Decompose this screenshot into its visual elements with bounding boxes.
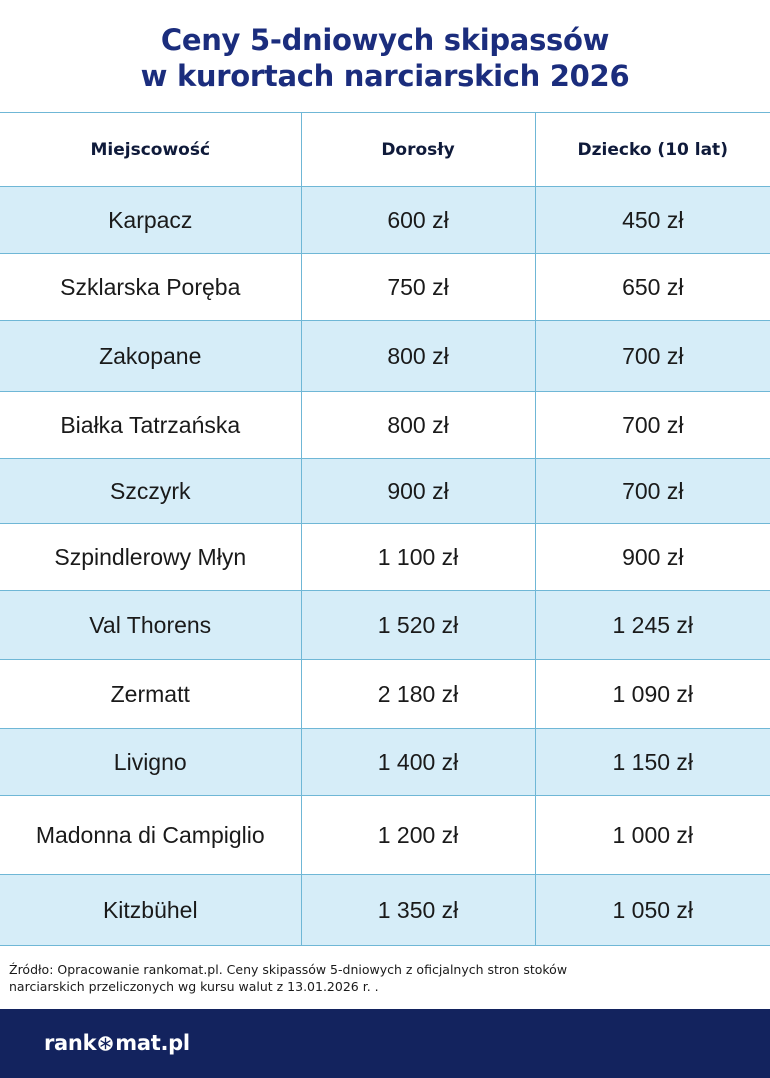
cell-child-price: 1 000 zł (535, 796, 770, 875)
table-row (0, 321, 770, 392)
cell-location: Szpindlerowy Młyn (0, 524, 301, 591)
cell-child-price: 1 090 zł (535, 660, 770, 729)
cell-location: Karpacz (0, 187, 301, 254)
source-note (9, 961, 749, 995)
cell-child-price: 1 245 zł (535, 591, 770, 660)
cell-child-price: 700 zł (535, 392, 770, 459)
table-row (0, 591, 770, 660)
cell-child-price: 450 zł (535, 187, 770, 254)
snowflake-o-icon (97, 1035, 114, 1052)
table-row (0, 254, 770, 321)
source-line-2: narciarskich przeliczonych wg kursu walut z 13.01.2026 r. . (9, 979, 379, 994)
header-adult: Dorosły (301, 113, 535, 187)
table-row (0, 729, 770, 796)
cell-child-price: 900 zł (535, 524, 770, 591)
cell-adult-price: 1 100 zł (301, 524, 535, 591)
table-header-row (0, 113, 770, 187)
cell-location: Szczyrk (0, 459, 301, 524)
cell-location: Zermatt (0, 660, 301, 729)
cell-location: Szklarska Poręba (0, 254, 301, 321)
table-row (0, 392, 770, 459)
skipass-price-table (0, 112, 770, 946)
title-line-1: Ceny 5-dniowych skipassów (160, 23, 610, 57)
table-row (0, 875, 770, 946)
footer-bar (0, 1009, 770, 1078)
cell-location: Val Thorens (0, 591, 301, 660)
logo-text-end: mat.pl (115, 1031, 190, 1055)
title-line-2: w kurortach narciarskich 2026 (140, 59, 630, 93)
rankomat-logo[interactable] (44, 1031, 190, 1055)
table-row (0, 524, 770, 591)
cell-adult-price: 1 200 zł (301, 796, 535, 875)
table-row (0, 187, 770, 254)
cell-adult-price: 1 400 zł (301, 729, 535, 796)
header-child: Dziecko (10 lat) (535, 113, 770, 187)
cell-adult-price: 1 350 zł (301, 875, 535, 946)
table-row (0, 660, 770, 729)
cell-child-price: 650 zł (535, 254, 770, 321)
cell-adult-price: 2 180 zł (301, 660, 535, 729)
cell-child-price: 1 050 zł (535, 875, 770, 946)
cell-location: Zakopane (0, 321, 301, 392)
cell-child-price: 700 zł (535, 321, 770, 392)
table-row (0, 459, 770, 524)
cell-location: Madonna di Campiglio (0, 796, 301, 875)
page-title (0, 22, 770, 94)
cell-location: Livigno (0, 729, 301, 796)
cell-adult-price: 600 zł (301, 187, 535, 254)
table-row (0, 796, 770, 875)
cell-adult-price: 900 zł (301, 459, 535, 524)
cell-child-price: 700 zł (535, 459, 770, 524)
cell-adult-price: 800 zł (301, 321, 535, 392)
cell-location: Kitzbühel (0, 875, 301, 946)
cell-adult-price: 800 zł (301, 392, 535, 459)
cell-child-price: 1 150 zł (535, 729, 770, 796)
source-line-1: Źródło: Opracowanie rankomat.pl. Ceny skipassów 5-dniowych z oficjalnych stron stoków (9, 962, 568, 977)
cell-adult-price: 750 zł (301, 254, 535, 321)
cell-location: Białka Tatrzańska (0, 392, 301, 459)
cell-adult-price: 1 520 zł (301, 591, 535, 660)
logo-text-start: rank (44, 1031, 97, 1055)
header-location: Miejscowość (0, 113, 301, 187)
